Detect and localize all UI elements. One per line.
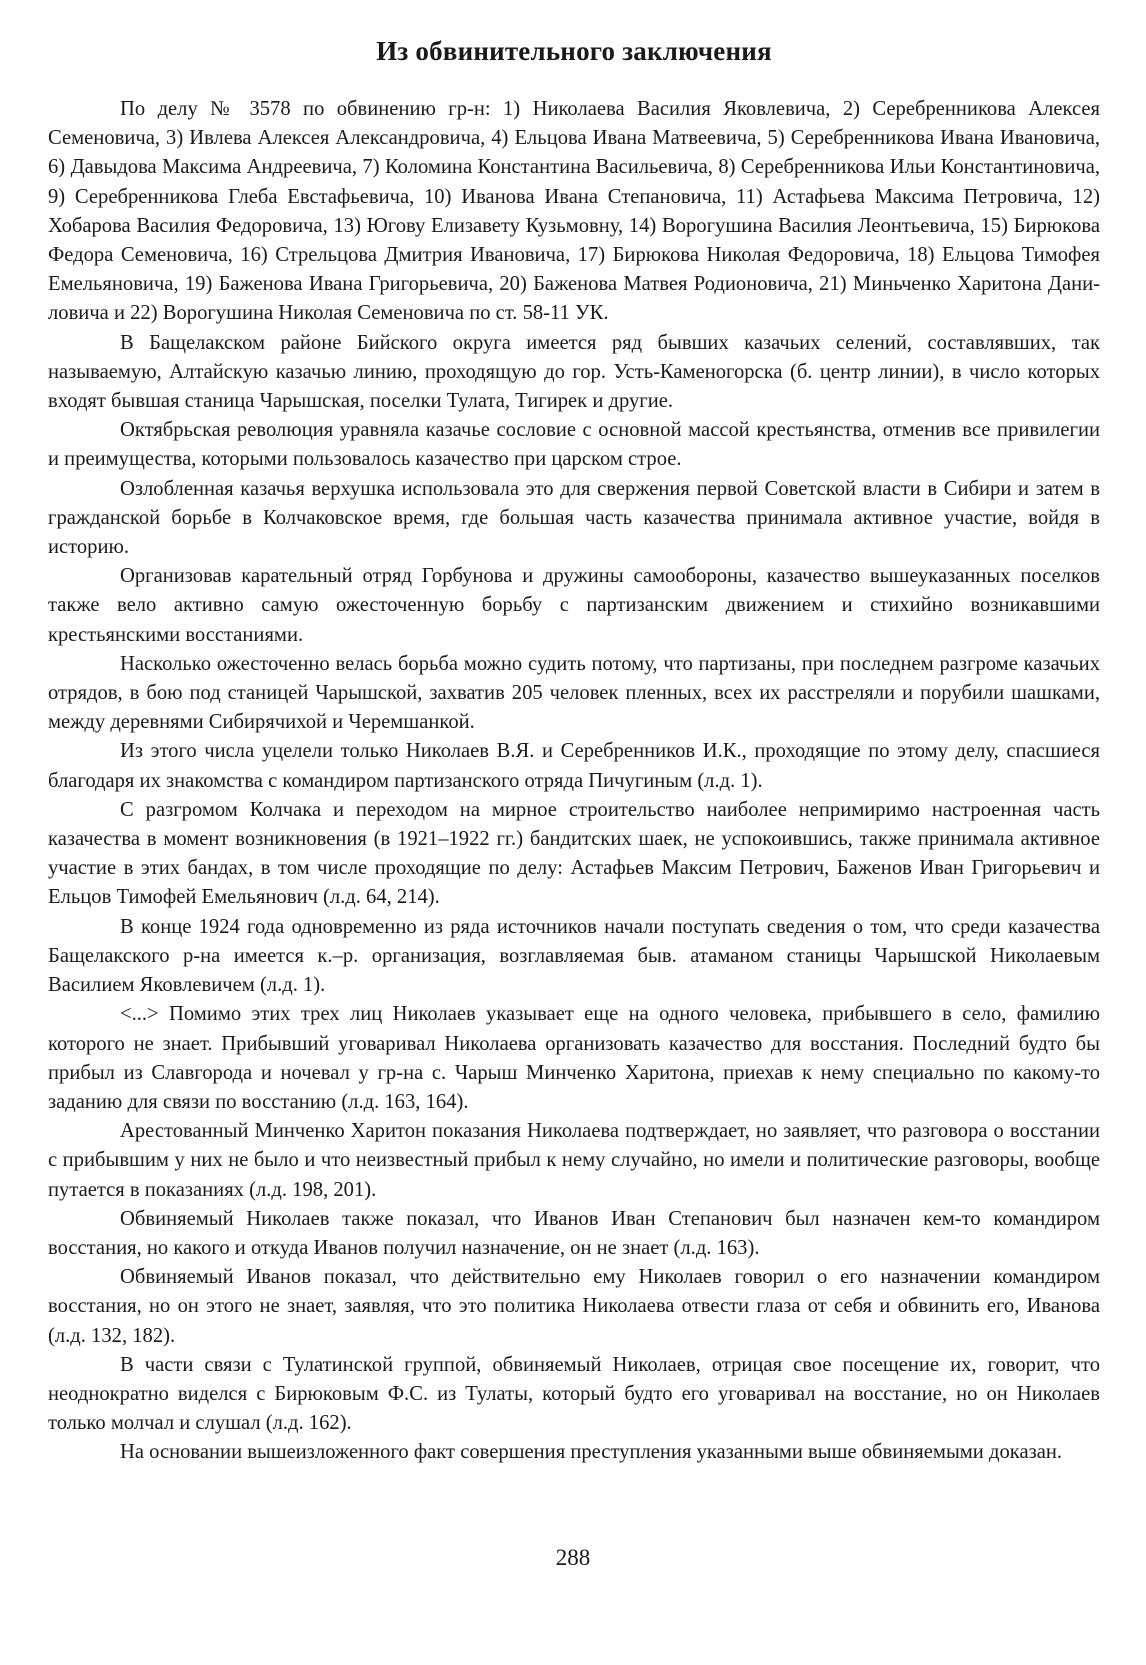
paragraph: В конце 1924 года одновременно из ряда источников начали поступать сведения о том, что среди казачества Бащелакского р-на имеется к.–р. организация, возглавляемая быв. атаманом станицы Чарышской Николаевым Василием Яковлевичем (л.д. 1). [48, 915, 1100, 997]
document-title: Из обвинительного заключения [376, 36, 772, 66]
paragraph: Организовав карательный отряд Горбунова и дружины самообороны, казачество вышеуказанных поселков также вело активно самую ожесточенную борьбу с партизанским движением и стихийно возникавшими крестьянскими восстаниями. [48, 565, 1100, 646]
paragraph: В части связи с Тулатинской группой, обвиняемый Николаев, отрицая свое посещение их, говорит, что неоднократно виделся с Бирюковым Ф.С. из Тулаты, который будто его уговаривал на восстание, но он Николаев только молчал и слушал (л.д. 162). [48, 1353, 1100, 1435]
paragraph: В Бащелакском районе Бийского округа имеется ряд бывших казачьих селений, составлявших, так называемую, Алтайскую казачью линию, проходящую до гор. Усть-Каменогорска (б. центр линии), в число которых входят бывшая станица Чарышская, поселки Тулата, Тигирек и другие. [48, 331, 1100, 413]
paragraph: <...> Помимо этих трех лиц Николаев указывает еще на одного человека, прибывшего в село, фамилию которого не знает. Прибывший уговаривал Николаева организовать казачество для восстания. Последний будто бы прибыл из Славгорода и ночевал у гр-на с. Чарыш Минченко Харитона, приехав к нему специально по какому-то заданию для связи по восстанию (л.д. 163, 164). [48, 1003, 1100, 1113]
document-body [48, 95, 1100, 1468]
paragraph: Озлобленная казачья верхушка использовала это для свержения первой Советской власти в Сибири и затем в гражданской борьбе в Колчаковское время, где большая часть казачества принимала активное участие, войдя в историю. [48, 477, 1100, 559]
paragraph: Насколько ожесточенно велась борьба можно судить потому, что партизаны, при последнем разгроме казачьих отрядов, в бою под станицей Чарышской, захватив 205 человек пленных, всех их расстреляли и порубили шашками, между деревнями Сибирячихой и Черемшанкой. [48, 652, 1100, 734]
paragraph: Обвиняемый Иванов показал, что действительно ему Николаев говорил о его назначении командиром восстания, но он этого не знает, заявляя, что это политика Николаева отвести глаза от себя и обвинить его, Иванова (л.д. 132, 182). [48, 1266, 1100, 1347]
paragraph: Обвиняемый Николаев также показал, что Иванов Иван Степанович был назначен кем-то командиром восстания, но какого и откуда Иванов получил назначение, он не знает (л.д. 163). [48, 1207, 1100, 1259]
page-number: 288 [555, 1545, 591, 1570]
paragraph: Арестованный Минченко Харитон показания Николаева подтверждает, но заявляет, что разговора о восстании с прибывшим у них не было и что неизвестный прибыл к нему случайно, но имели и политические разговоры, вообще путается в показаниях (л.д. 198, 201). [48, 1120, 1100, 1201]
document-page [48, 36, 1100, 1468]
paragraph: Из этого числа уцелели только Николаев В.Я. и Серебренников И.К., проходящие по этому делу, спасшиеся благодаря их знакомства с командиром партизанского отряда Пичугиным (л.д. 1). [48, 740, 1100, 792]
paragraph: На основании вышеизложенного факт совершения преступления указанными выше обвиняемыми доказан. [120, 1441, 1063, 1464]
paragraph: По делу № 3578 по обвинению гр-н: 1) Николаева Василия Яковлевича, 2) Серебренникова Алексея Семеновича, 3) Ивлева Алексея Александровича, 4) Ельцова Ивана Матвеевича, 5) Серебренникова Ивана Ивановича, 6) Давыдова Максима Андреевича, 7) Коломина Константина Васильевича, 8) Серебренникова Ильи Константиновича, 9) Серебренникова Глеба Евстафьевича, 10) Иванова Ивана Степановича, 11) Астафьева Максима Петровича, 12) Хобарова Василия Федоровича, 13) Югову Елизавету Кузьмовну, 14) Ворогушина Василия Леонтьевича, 15) Бирюкова Федора Семеновича, 16) Стрельцова Дмитрия Ивановича, 17) Бирюкова Николая Федоровича, 18) Ельцова Тимофея Емельяновича, 19) Баженова Ивана Григорьевича, 20) Баженова Матвея Родионовича, 21) Миньченко Харитона Даниловича и 22) Ворогушина Николая Семеновича по ст. 58-11 УК. [48, 98, 1100, 325]
paragraph: С разгромом Колчака и переходом на мирное строительство наиболее непримиримо настроенная часть казачества в момент возникновения (в 1921–1922 гг.) бандитских шаек, не успокоившись, также принимала активное участие в этих бандах, в том числе проходящие по делу: Астафьев Максим Петрович, Баженов Иван Григорьевич и Ельцов Тимофей Емельянович (л.д. 64, 214). [48, 798, 1100, 909]
paragraph: Октябрьская революция уравняла казачье сословие с основной массой крестьянства, отменив все привилегии и преимущества, которыми пользовалось казачество при царском строе. [48, 419, 1100, 471]
